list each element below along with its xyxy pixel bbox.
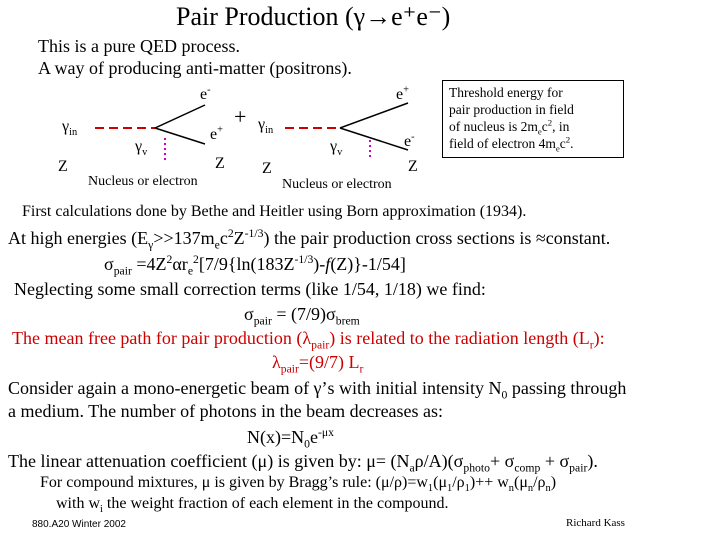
right-e-plus-label: e+	[396, 84, 409, 103]
slide-title: Pair Production (γ→e⁺e⁻)	[176, 2, 451, 31]
threshold-line-2: pair production in field	[449, 102, 574, 117]
intro-line-2: A way of producing anti-matter (positrons).	[38, 58, 352, 78]
sigma-brem-equation: $\sigma_{pair} = (7/9)\sigma_{brem}$	[244, 304, 360, 328]
right-positron-line	[340, 103, 408, 128]
footer-author: Richard Kass	[566, 517, 625, 529]
compound-line-2: with $w_i$ the weight fraction of each element in the compound.	[56, 495, 449, 516]
left-gamma-in-label: $\gamma_{in}$	[62, 118, 78, 139]
consider-line-1: Consider again a mono-energetic beam of γ’s with initial intensity $N_0$ passing through	[8, 378, 627, 402]
compound-line-1: For compound mixtures, μ is given by Bragg’s rule: $(\mu/\rho)=w_1(\mu_1/\rho_1)++ w_n(\mu_n/\rho_n)$	[40, 474, 557, 495]
footer-course: 880.A20 Winter 2002	[32, 519, 126, 530]
mean-free-path-line: The mean free path for pair production $(\lambda_{pair})$ is related to the radiation length $(L_r)$:	[12, 328, 605, 352]
right-gamma-in-label: $\gamma_{in}$	[258, 116, 274, 137]
threshold-note-box	[442, 80, 624, 158]
intro-line-1: This is a pure QED process.	[38, 36, 240, 56]
bethe-heitler-line: First calculations done by Bethe and Heitler using Born approximation (1934).	[22, 203, 527, 220]
left-positron-line	[155, 128, 205, 144]
left-electron-line	[155, 105, 205, 128]
right-z-right-label: Z	[408, 158, 418, 175]
left-caption: Nucleus or electron	[88, 174, 198, 189]
threshold-line-1: Threshold energy for	[449, 85, 563, 100]
left-z-right-label: Z	[215, 155, 225, 172]
right-electron-line	[340, 128, 408, 150]
linear-attenuation-line: The linear attenuation coefficient (μ) is given by: $\mu= (N_a\rho/A)(\sigma_{photo}+ \sigma_{comp} + \sigma_{pair})$.	[8, 451, 598, 475]
left-e-plus-label: e+	[210, 124, 223, 143]
right-diagram-lines	[285, 103, 408, 160]
right-gamma-v-label: $\gamma_v$	[330, 138, 343, 159]
neglecting-line: Neglecting some small correction terms (like 1/54, 1/18) we find:	[14, 279, 486, 299]
left-diagram-lines	[95, 105, 205, 160]
consider-line-2: a medium. The number of photons in the beam decreases as:	[8, 401, 444, 421]
attenuation-equation: $N(x)=N_0e^{-\mu x}$	[247, 426, 334, 451]
threshold-line-3: of nucleus is $2m_ec^2$, in	[449, 117, 570, 137]
right-z-left-label: Z	[262, 160, 272, 177]
high-energy-line: At high energies $(E_\gamma>>137m_ec^2Z^{-1/3})$ the pair production cross sections is ≈constant.	[8, 227, 611, 252]
left-gamma-v-label: $\gamma_v$	[135, 138, 148, 159]
plus-sign: +	[234, 104, 247, 129]
lambda-pair-equation: $\lambda_{pair}=(9/7)$ $L_r$	[272, 352, 364, 376]
right-e-minus-label: e-	[404, 131, 415, 150]
threshold-line-4: field of electron $4m_ec^2$.	[449, 134, 574, 154]
sigma-pair-formula: $\sigma_{pair} =4Z^2\alpha r_e^2[7/9\{\ln(183Z^{-1/3})-f(Z)\}-1/54]$	[104, 253, 406, 278]
right-caption: Nucleus or electron	[282, 177, 392, 192]
left-e-minus-label: e-	[200, 84, 211, 103]
left-z-left-label: Z	[58, 158, 68, 175]
